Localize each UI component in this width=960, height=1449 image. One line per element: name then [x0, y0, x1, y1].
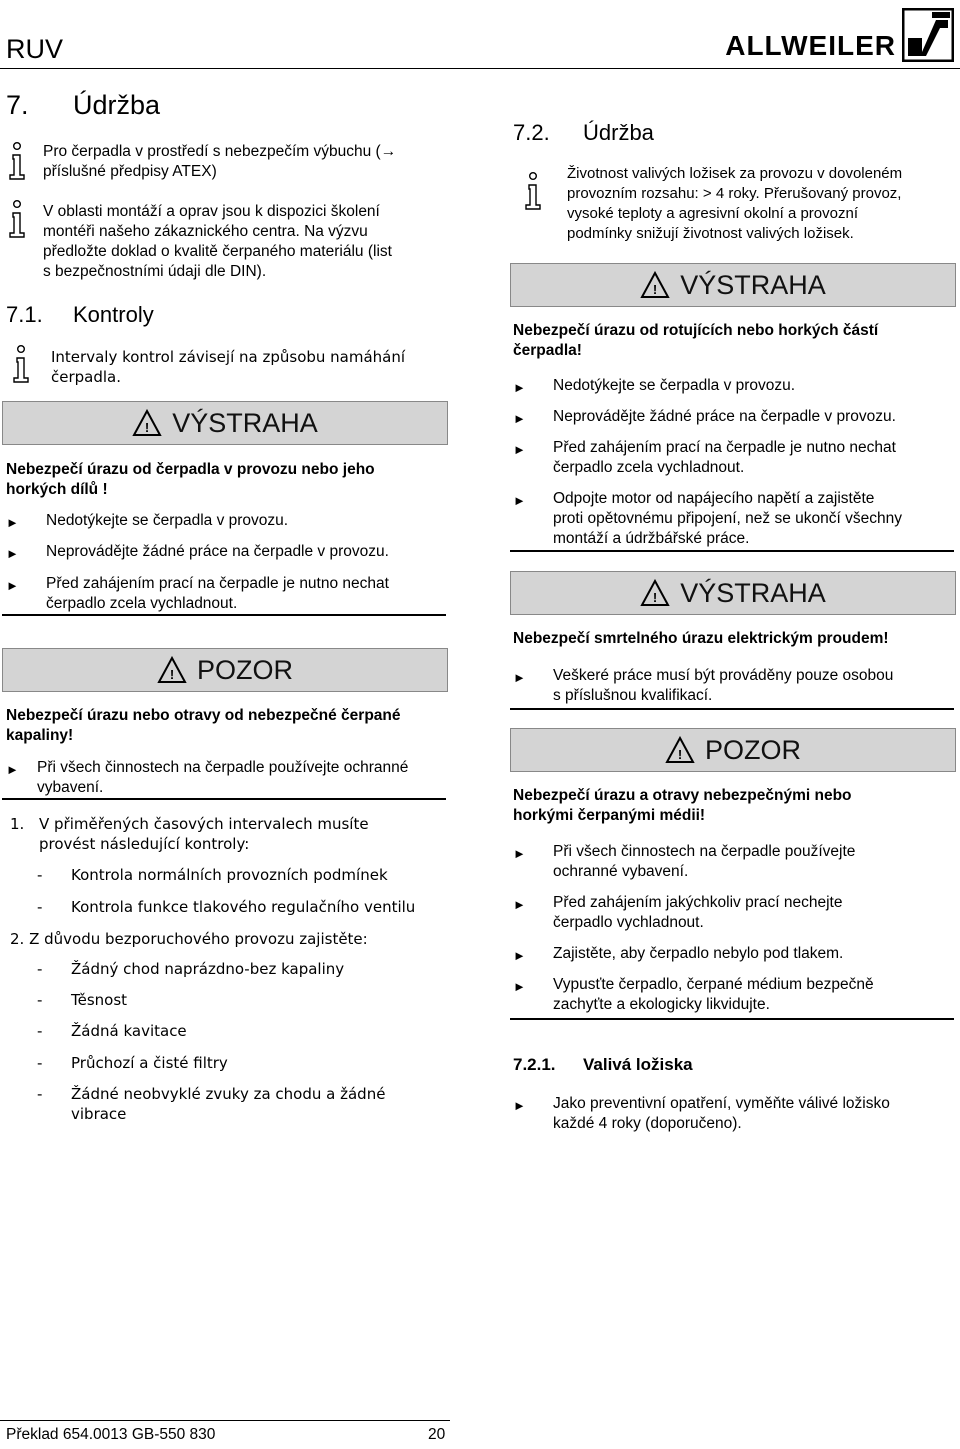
bullet-text	[46, 574, 446, 614]
caution-heading	[6, 706, 446, 746]
arrow-right-icon: →	[380, 143, 397, 160]
list-item	[513, 975, 953, 1015]
info-icon	[6, 200, 28, 240]
bullet-line: Veškeré práce musí být prováděny pouze osobou	[553, 667, 894, 684]
note-line: čerpadla.	[51, 368, 122, 386]
list-item	[6, 574, 446, 614]
subsection-number: 7.2.	[513, 120, 550, 145]
allweiler-logo	[725, 4, 954, 62]
svg-text:!: !	[653, 282, 658, 297]
warning-triangle-icon	[640, 271, 670, 299]
subsection-number: 7.1.	[6, 302, 43, 327]
bullet-line: ochranné vybavení.	[553, 863, 689, 880]
bullet-line: Při všech činnostech na čerpadle používejte ochranné	[37, 759, 409, 776]
subsubsection-title: Valivá ložiska	[583, 1055, 693, 1074]
warning-label: VÝSTRAHA	[172, 407, 318, 438]
bullet-line: Jako preventivní opatření, vyměňte válivé ložisko	[553, 1095, 890, 1112]
bullet-text: Neprovádějte žádné práce na čerpadle v provozu.	[46, 543, 389, 560]
item-number: 1.	[10, 815, 25, 833]
dash: -	[37, 1022, 43, 1040]
divider	[510, 550, 954, 552]
dash: -	[37, 1085, 43, 1103]
bullet-arrow-icon: ►	[513, 442, 526, 457]
note-line: vysoké teploty a agresivní okolní a provozní	[567, 205, 858, 222]
bullet-text: Nedotýkejte se čerpadla v provozu.	[46, 512, 289, 529]
bullet-text	[553, 893, 953, 933]
ensure-item: Těsnost	[71, 991, 128, 1009]
bullet-line: Před zahájením prací na čerpadle je nutno nechat	[553, 439, 896, 456]
bullet-line: montáží a údržbářské práce.	[553, 530, 750, 547]
section-number: 7.	[6, 90, 29, 120]
warning-heading	[513, 321, 953, 361]
ensure-item: Průchozí a čisté filtry	[71, 1054, 228, 1072]
item-text	[39, 814, 439, 854]
svg-text:!: !	[169, 667, 175, 682]
note-line: V oblasti montáží a oprav jsou k dispozici školení	[43, 203, 380, 220]
bullet-line: vybavení.	[37, 779, 104, 796]
footer-doc-ref: Překlad 654.0013 GB-550 830	[6, 1426, 216, 1443]
item-line: vibrace	[71, 1105, 127, 1123]
dash: -	[37, 1054, 43, 1072]
list-item	[513, 1094, 953, 1134]
header-rule	[0, 68, 960, 69]
info-icon	[6, 142, 28, 182]
note-line: Intervaly kontrol závisejí na způsobu namáhání	[51, 348, 406, 366]
check-item: Kontrola normálních provozních podmínek	[71, 866, 388, 884]
heading-line: čerpadla!	[513, 342, 582, 359]
bullet-arrow-icon: ►	[513, 380, 526, 395]
heading-line: horkými čerpanými médii!	[513, 807, 706, 824]
bullet-arrow-icon: ►	[513, 948, 526, 963]
dash: -	[37, 898, 43, 916]
heading-line: Nebezpečí úrazu od rotujících nebo horkých částí	[513, 322, 879, 339]
note-line: montéři našeho zákaznického centra. Na výzvu	[43, 223, 368, 240]
dash: -	[37, 991, 43, 1009]
list-item	[513, 842, 953, 882]
warning-triangle-icon	[665, 736, 695, 764]
bullet-text: Nedotýkejte se čerpadla v provozu.	[553, 377, 796, 394]
bullet-text: Neprovádějte žádné práce na čerpadle v provozu.	[553, 408, 896, 425]
bullet-text	[553, 1094, 953, 1134]
svg-text:!: !	[145, 420, 150, 435]
bullet-arrow-icon: ►	[513, 1098, 526, 1113]
bullet-arrow-icon: ►	[513, 493, 526, 508]
list-item	[513, 944, 953, 966]
bullet-arrow-icon: ►	[6, 762, 19, 777]
list-item	[513, 407, 953, 429]
dash: -	[37, 960, 43, 978]
header-doc-code: RUV	[6, 34, 64, 64]
warning-banner	[510, 571, 956, 615]
warning-banner	[2, 401, 448, 445]
caution-label: POZOR	[704, 734, 801, 765]
list-item	[513, 376, 953, 398]
logo-text: ALLWEILER	[725, 30, 896, 61]
bullet-line: zachyťte a ekologicky likvidujte.	[553, 996, 770, 1013]
note-atex-b: příslušné předpisy ATEX)	[43, 163, 217, 180]
bullet-arrow-icon: ►	[513, 411, 526, 426]
warning-triangle-icon	[157, 656, 187, 684]
bullet-arrow-icon: ►	[513, 670, 526, 685]
bullet-text	[553, 666, 953, 706]
bullet-line: každé 4 roky (doporučeno).	[553, 1115, 742, 1132]
list-item	[513, 438, 953, 478]
bullet-text	[553, 975, 953, 1015]
dash: -	[37, 866, 43, 884]
caution-heading	[513, 786, 953, 826]
caution-banner	[2, 648, 448, 692]
bullet-arrow-icon: ►	[6, 546, 19, 561]
note-line: předložte doklad o kvalitě čerpaného materiálu (list	[43, 243, 392, 260]
bullet-line: Před zahájením prací na čerpadle je nutno nechat	[46, 575, 389, 592]
subsection-title: Údržba	[583, 120, 654, 145]
bullet-line: Odpojte motor od napájecího napětí a zajistěte	[553, 490, 875, 507]
bullet-line: Vypusťte čerpadlo, čerpané médium bezpečně	[553, 976, 874, 993]
note-training	[43, 202, 443, 282]
warning-label: VÝSTRAHA	[680, 269, 826, 300]
check-item: Kontrola funkce tlakového regulačního ventilu	[71, 898, 416, 916]
bullet-line: čerpadlo zcela vychladnout.	[553, 459, 745, 476]
bullet-line: Při všech činnostech na čerpadle používejte	[553, 843, 856, 860]
warning-heading: Nebezpečí smrtelného úrazu elektrickým proudem!	[513, 630, 889, 647]
footer-rule	[0, 1420, 450, 1421]
heading-line: Nebezpečí úrazu od čerpadla v provozu nebo jeho	[6, 461, 375, 478]
section-title: Údržba	[73, 90, 161, 120]
warning-triangle-icon	[640, 579, 670, 607]
heading-line: Nebezpečí úrazu a otravy nebezpečnými nebo	[513, 787, 852, 804]
list-item	[6, 758, 446, 798]
note-line: podmínky snižují životnost valivých ložisek.	[567, 225, 854, 242]
page-number: 20	[428, 1426, 446, 1443]
heading-line: kapaliny!	[6, 727, 74, 744]
bullet-line: Před zahájením jakýchkoliv prací nechejte	[553, 894, 843, 911]
subsection-title: Kontroly	[73, 302, 154, 327]
bullet-line: čerpadlo vychladnout.	[553, 914, 704, 931]
info-icon	[522, 172, 544, 212]
bullet-line: čerpadlo zcela vychladnout.	[46, 595, 238, 612]
bullet-text	[553, 842, 953, 882]
bullet-line: proti opětovnému připojení, než se ukončí všechny	[553, 510, 902, 527]
bullet-text: Zajistěte, aby čerpadlo nebylo pod tlakem.	[553, 945, 844, 962]
note-atex	[43, 142, 443, 182]
list-item	[513, 666, 953, 706]
bullet-arrow-icon: ►	[6, 578, 19, 593]
bullet-text	[553, 489, 953, 549]
ensure-item: Žádná kavitace	[71, 1022, 187, 1040]
list-item	[513, 893, 953, 933]
warning-heading	[6, 460, 446, 500]
bullet-line: s příslušnou kvalifikací.	[553, 687, 713, 704]
divider	[2, 798, 446, 800]
heading-line: Nebezpečí úrazu nebo otravy od nebezpečné čerpané	[6, 707, 401, 724]
bullet-text	[37, 758, 446, 798]
caution-label: POZOR	[196, 654, 293, 685]
svg-text:!: !	[677, 747, 683, 762]
subsubsection-number: 7.2.1.	[513, 1055, 556, 1074]
bullet-text	[553, 438, 953, 478]
divider	[510, 1018, 954, 1020]
note-line: provozním rozsahu: > 4 roky. Přerušovaný provoz,	[567, 185, 902, 202]
bullet-arrow-icon: ►	[6, 515, 19, 530]
note-intervals	[51, 347, 451, 387]
item-2: 2. Z důvodu bezporuchového provozu zajistěte:	[10, 930, 368, 948]
note-line: s bezpečnostními údaji dle DIN).	[43, 263, 267, 280]
warning-banner	[510, 263, 956, 307]
note-bearing-life	[567, 164, 957, 244]
note-atex-a: Pro čerpadla v prostředí s nebezpečím výbuchu (	[43, 143, 381, 160]
bullet-arrow-icon: ►	[513, 979, 526, 994]
warning-label: VÝSTRAHA	[680, 577, 826, 608]
note-line: Životnost valivých ložisek za provozu v dovoleném	[567, 165, 903, 182]
divider	[510, 708, 954, 710]
ensure-item	[71, 1084, 441, 1124]
heading-line: horkých dílů !	[6, 481, 108, 498]
warning-triangle-icon	[132, 409, 162, 437]
info-icon	[10, 345, 32, 385]
list-item	[6, 511, 446, 533]
item-line: Žádné neobvyklé zvuky za chodu a žádné	[71, 1085, 386, 1103]
divider	[2, 614, 446, 616]
bullet-arrow-icon: ►	[513, 897, 526, 912]
caution-banner	[510, 728, 956, 772]
ensure-item: Žádný chod naprázdno-bez kapaliny	[71, 960, 345, 978]
list-item	[6, 542, 446, 564]
list-item	[513, 489, 953, 549]
item-line: V přiměřených časových intervalech musíte	[39, 815, 369, 833]
item-line: provést následující kontroly:	[39, 835, 250, 853]
svg-text:!: !	[653, 590, 658, 605]
logo-mark-icon	[902, 8, 954, 62]
bullet-arrow-icon: ►	[513, 846, 526, 861]
